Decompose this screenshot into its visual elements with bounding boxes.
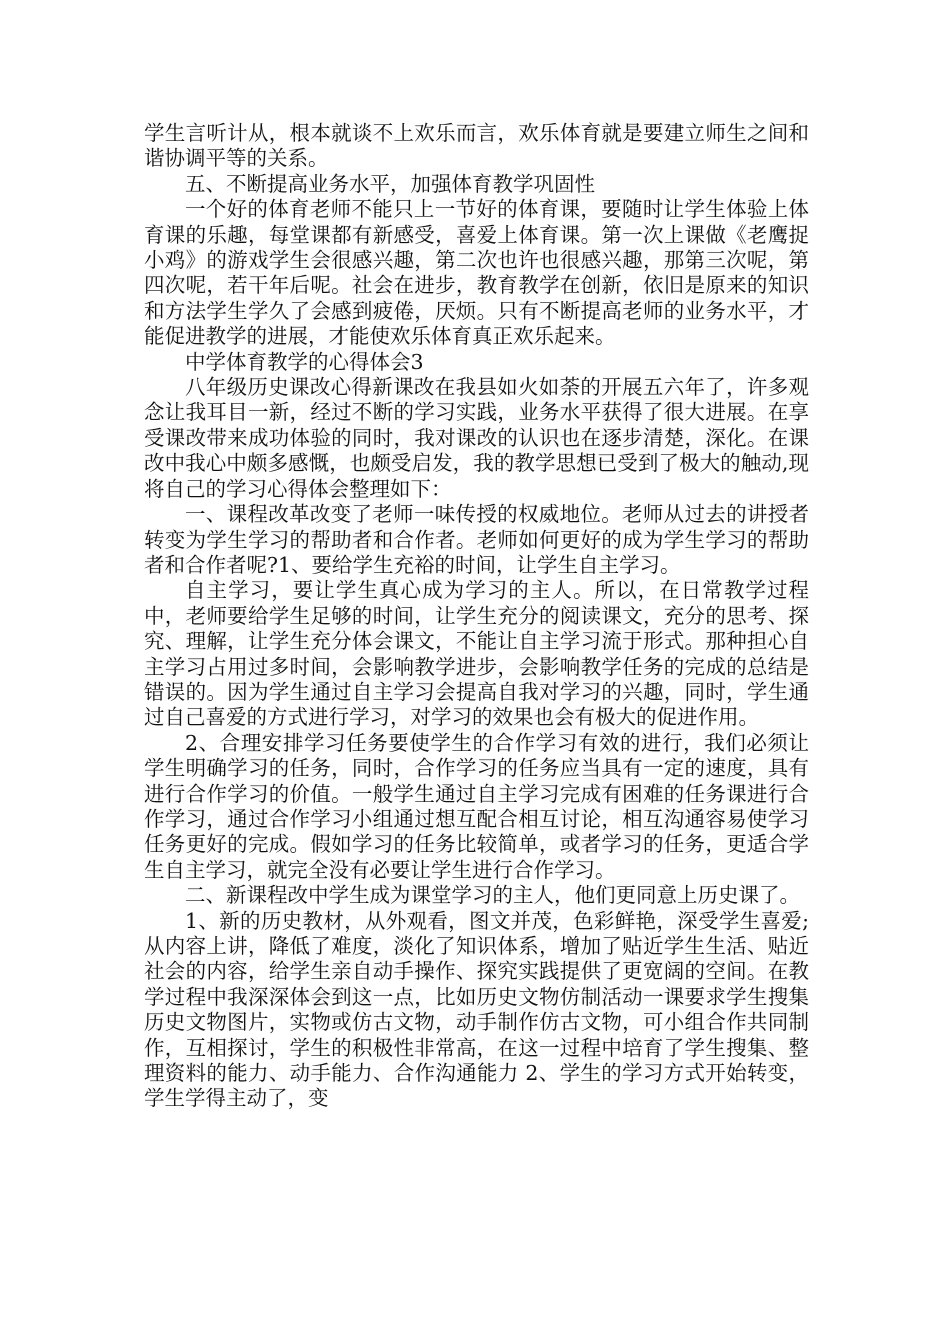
section-heading: 二、新课程改中学生成为课堂学习的主人，他们更同意上历史课了。 xyxy=(185,883,800,908)
paragraph: 一个好的体育老师不能只上一节好的体育课，要随时让学生体验上体育课的乐趣，每堂课都有新感受，喜爱上体育课。第一次上课做《老鹰捉小鸡》的游戏学生会很感兴趣，第二次也许也很感兴趣，那第三次呢，第四次呢，若干年后呢。社会在进步，教育教学在创新，依旧是原来的知识和方法学生学久了会感到疲倦，厌烦。只有不断提高老师的业务水平，才能促进教学的进展，才能使欢乐体育真正欢乐起来。 xyxy=(144,197,809,349)
paragraph: 1、新的历史教材，从外观看，图文并茂，色彩鲜艳，深受学生喜爱;从内容上讲，降低了难度，淡化了知识体系，增加了贴近学生生活、贴近社会的内容，给学生亲自动手操作、探究实践提供了更宽阔的空间。在教学过程中我深深体会到这一点，比如历史文物仿制活动一课要求学生搜集历史文物图片，实物或仿古文物，动手制作仿古文物，可小组合作共同制作，互相探讨，学生的积极性非常高，在这一过程中培育了学生搜集、整理资料的能力、动手能力、合作沟通能力 2、学生的学习方式开始转变，学生学得主动了，变 xyxy=(144,908,809,1111)
paragraph: 八年级历史课改心得新课改在我县如火如荼的开展五六年了，许多观念让我耳目一新，经过不断的学习实践，业务水平获得了很大进展。在享受课改带来成功体验的同时，我对课改的认识也在逐步清楚，深化。在课改中我心中颇多感慨，也颇受启发，我的教学思想已受到了极大的触动,现将自己的学习心得体会整理如下： xyxy=(144,375,809,501)
paragraph: 2、合理安排学习任务要使学生的合作学习有效的进行，我们必须让学生明确学习的任务，同时，合作学习的任务应当具有一定的速度，具有进行合作学习的价值。一般学生通过自主学习完成有困难的任务课进行合作学习，通过合作学习小组通过想互配合相互讨论，相互沟通容易使学习任务更好的完成。假如学习的任务比较简单，或者学习的任务，更适合学生自主学习，就完全没有必要让学生进行合作学习。 xyxy=(144,730,809,882)
paragraph: 一、课程改革改变了老师一味传授的权威地位。老师从过去的讲授者转变为学生学习的帮助者和合作者。老师如何更好的成为学生学习的帮助者和合作者呢?1、要给学生充裕的时间，让学生自主学习。 xyxy=(144,502,809,577)
document-page xyxy=(144,121,809,1112)
article-title: 中学体育教学的心得体会3 xyxy=(185,349,424,374)
section-heading: 五、不断提高业务水平，加强体育教学巩固性 xyxy=(185,171,595,196)
paragraph: 自主学习，要让学生真心成为学习的主人。所以，在日常教学过程中，老师要给学生足够的时间，让学生充分的阅读课文，充分的思考、探究、理解，让学生充分体会课文，不能让自主学习流于形式。那种担心自主学习占用过多时间，会影响教学进步，会影响教学任务的完成的总结是错误的。因为学生通过自主学习会提高自我对学习的兴趣，同时，学生通过自己喜爱的方式进行学习，对学习的效果也会有极大的促进作用。 xyxy=(144,578,809,730)
paragraph-continuation: 学生言听计从，根本就谈不上欢乐而言，欢乐体育就是要建立师生之间和谐协调平等的关系。 xyxy=(144,121,809,171)
